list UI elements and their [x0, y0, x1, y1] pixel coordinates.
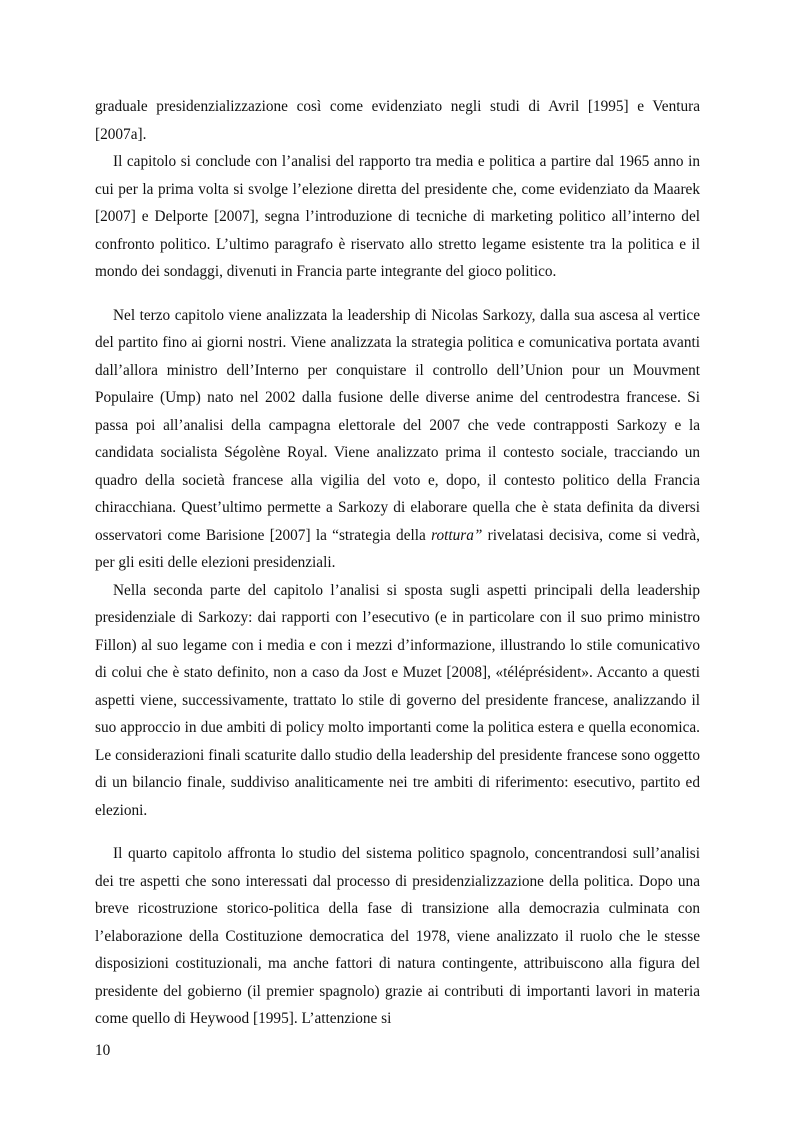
paragraph-third-chapter — [95, 302, 700, 577]
paragraph-continuation: graduale presidenzializzazione così come evidenziato negli studi di Avril [1995] e Ventura [2007a]. — [95, 98, 700, 143]
body-text — [95, 93, 700, 1033]
page-number: 10 — [95, 1042, 111, 1059]
paragraph-text: rivelatasi decisiva, come si vedrà, per gli esiti delle elezioni presidenziali. — [95, 526, 700, 571]
paragraph-text: Nel terzo capitolo viene analizzata la leadership di Nicolas Sarkozy, dalla sua ascesa al vertice del partito fino ai giorni nostri. Viene analizzata la strategia politica e comunicativa portata avanti dall’allora ministro dell’Interno per conquistare il controllo dell’Union pour un Mouvment Populaire (Ump) nato nel 2002 dalla fusione delle diverse anime del centrodestra francese. Si passa poi all’analisi della campagna elettorale del 2007 che vede contrapposti Sarkozy e la candidata socialista Ségolène Royal. Viene analizzato prima il contesto sociale, tracciando un quadro della società francese alla vigilia del voto e, dopo, il contesto politico della Francia chiracchiana. Quest’ultimo permette a Sarkozy di elaborare quella che è stata definita da diversi osservatori come Barisione [2007] la “strategia della — [95, 306, 700, 544]
paragraph-second-part: Nella seconda parte del capitolo l’analisi si sposta sugli aspetti principali della leadership presidenziale di Sarkozy: dai rapporti con l’esecutivo (e in particolare con il suo primo ministro Fillon) al suo legame con i media e con i mezzi d’informazione, illustrando lo stile comunicativo di colui che è stato definito, non a caso da Jost e Muzet [2008], «téléprésident». Accanto a questi aspetti viene, successivamente, trattato lo stile di governo del presidente francese, analizzando il suo approccio in due ambiti di policy molto importanti come la politica estera e quella economica. Le considerazioni finali scaturite dallo studio della leadership del presidente francese sono oggetto di un bilancio finale, suddiviso analiticamente nei tre ambiti di riferimento: esecutivo, partito ed elezioni. — [95, 581, 700, 819]
paragraph-fourth-chapter: Il quarto capitolo affronta lo studio del sistema politico spagnolo, concentrandosi sull’analisi dei tre aspetti che sono interessati dal processo di presidenzializzazione della politica. Dopo una breve ricostruzione storico-politica della fase di transizione alla democrazia culminata con l’elaborazione della Costituzione democratica del 1978, viene analizzato il ruolo che le stesse disposizioni costituzionali, ma anche fattori di natura contingente, attribuiscono alla figura del presidente del gobierno (il premier spagnolo) grazie ai contributi di importanti lavori in materia come quello di Heywood [1995]. L’attenzione si — [95, 845, 700, 1027]
italic-emphasis: rottura” — [431, 526, 483, 544]
paragraph-media-politics: Il capitolo si conclude con l’analisi del rapporto tra media e politica a partire dal 1965 anno in cui per la prima volta si svolge l’elezione diretta del presidente che, come evidenziato da Maarek [2007] e Delporte [2007], segna l’introduzione di tecniche di marketing politico all’interno del confronto politico. L’ultimo paragrafo è riservato allo stretto legame esistente tra la politica e il mondo dei sondaggi, divenuti in Francia parte integrante del gioco politico. — [95, 153, 700, 280]
